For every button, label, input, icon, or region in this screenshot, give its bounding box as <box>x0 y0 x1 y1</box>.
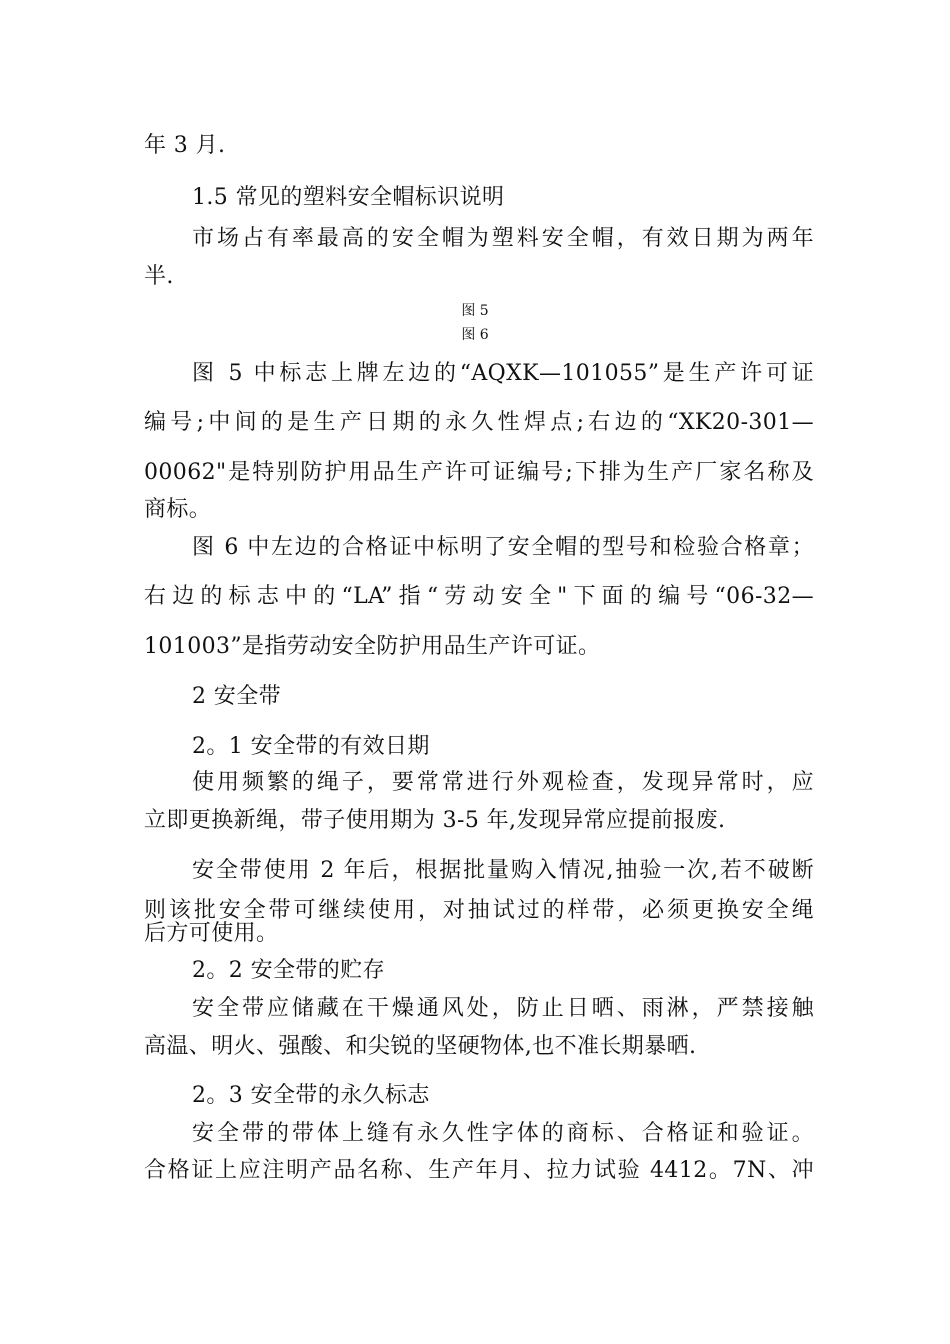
text-line: 则该批安全带可继续使用，对抽试过的样带，必须更换安全绳 <box>144 898 814 923</box>
text-line: 后方可使用。 <box>144 921 279 946</box>
figure-caption: 图 6 <box>461 327 489 343</box>
text-line: 101003”是指劳动安全防护用品生产许可证。 <box>144 634 601 659</box>
section-heading: 2 安全带 <box>192 684 281 709</box>
text-line: 使用频繁的绳子，要常常进行外观检查，发现异常时，应 <box>192 770 814 795</box>
section-heading: 2。2 安全带的贮存 <box>192 958 385 983</box>
text-line: 商标。 <box>144 497 212 522</box>
text-line: 图 5 中标志上牌左边的“AQXK—101055”是生产许可证 <box>192 361 814 386</box>
section-heading: 2。3 安全带的永久标志 <box>192 1083 430 1108</box>
section-heading: 1.5 常见的塑料安全帽标识说明 <box>192 185 505 210</box>
text-line: 右边的标志中的“LA”指“劳动安全"下面的编号“06-32— <box>144 584 814 609</box>
section-heading: 2。1 安全带的有效日期 <box>192 734 430 759</box>
text-line: 年 3 月. <box>144 133 226 158</box>
text-line: 图 6 中左边的合格证中标明了安全帽的型号和检验合格章； <box>192 535 814 560</box>
text-line: 高温、明火、强酸、和尖锐的坚硬物体,也不准长期暴晒. <box>144 1034 697 1059</box>
text-line: 立即更换新绳，带子使用期为 3-5 年,发现异常应提前报废. <box>144 808 726 833</box>
text-line: 合格证上应注明产品名称、生产年月、拉力试验 4412。7N、冲 <box>144 1158 814 1183</box>
text-line: 半. <box>144 264 174 289</box>
text-line: 市场占有率最高的安全帽为塑料安全帽，有效日期为两年 <box>192 226 814 251</box>
figure-caption: 图 5 <box>461 303 489 319</box>
text-line: 00062"是特别防护用品生产许可证编号;下排为生产厂家名称及 <box>144 460 814 485</box>
text-line: 安全带使用 2 年后，根据批量购入情况,抽验一次,若不破断 <box>192 858 814 883</box>
text-line: 编号;中间的是生产日期的永久性焊点;右边的“XK20-301— <box>144 410 814 435</box>
text-line: 安全带的带体上缝有永久性字体的商标、合格证和验证。 <box>192 1121 814 1146</box>
text-line: 安全带应储藏在干燥通风处，防止日晒、雨淋，严禁接触 <box>192 996 814 1021</box>
